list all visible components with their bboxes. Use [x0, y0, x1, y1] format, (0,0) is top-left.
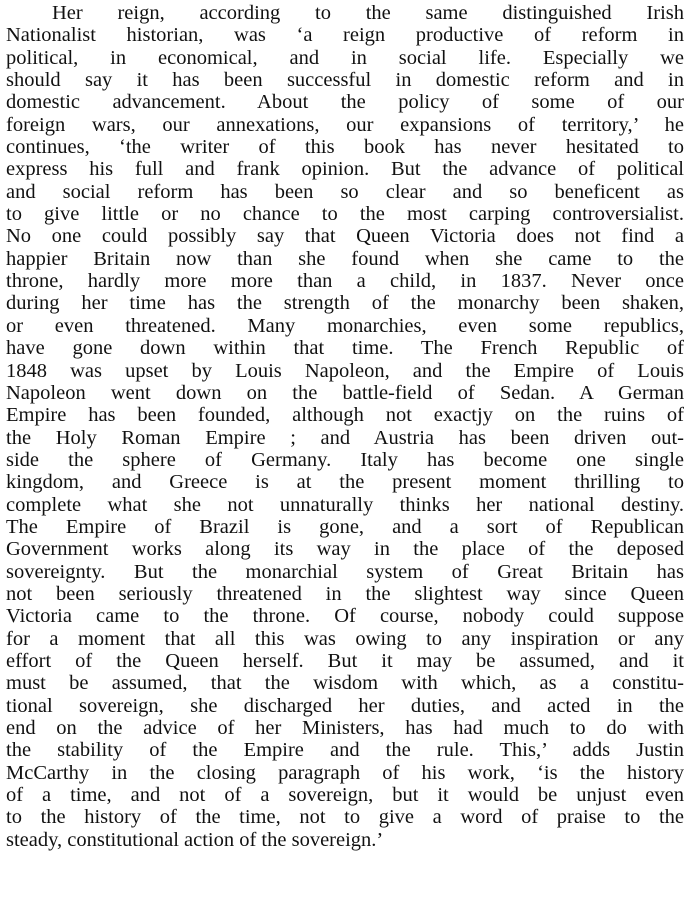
text-line: foreign wars, our annexations, our expansions of territory,’ he [6, 113, 684, 136]
text-line: complete what she not unnaturally thinks her national destiny. [6, 493, 684, 516]
text-line: political, in economical, and in social life. Especially we [6, 46, 684, 69]
text-line: kingdom, and Greece is at the present moment thrilling to [6, 471, 684, 494]
text-line: continues, ‘the writer of this book has never hesitated to [6, 136, 684, 159]
body-paragraph [6, 2, 684, 851]
text-line: domestic advancement. About the policy of some of our [6, 91, 684, 114]
text-line: the Holy Roman Empire ; and Austria has been driven out- [6, 426, 684, 449]
text-line: Napoleon went down on the battle-field of Sedan. A German [6, 381, 684, 404]
text-line: tional sovereign, she discharged her duties, and acted in the [6, 694, 684, 717]
text-line: steady, constitutional action of the sovereign.’ [6, 828, 384, 851]
text-line: side the sphere of Germany. Italy has become one single [6, 448, 684, 471]
text-line: express his full and frank opinion. But the advance of political [6, 158, 684, 181]
text-line: Her reign, according to the same distinguished Irish [52, 2, 684, 24]
text-line: happier Britain now than she found when she came to the [6, 247, 684, 270]
text-line: of a time, and not of a sovereign, but it would be unjust even [6, 784, 684, 807]
text-line: throne, hardly more more than a child, in 1837. Never once [6, 270, 684, 293]
text-line: McCarthy in the closing paragraph of his work, ‘is the history [6, 761, 684, 784]
text-line: and social reform has been so clear and so beneficent as [6, 180, 684, 203]
text-line: The Empire of Brazil is gone, and a sort of Republican [6, 515, 684, 538]
text-line: have gone down within that time. The French Republic of [6, 337, 684, 360]
text-line: 1848 was upset by Louis Napoleon, and the Empire of Louis [6, 359, 684, 382]
text-line: to the history of the time, not to give a word of praise to the [6, 806, 684, 829]
text-line: for a moment that all this was owing to any inspiration or any [6, 627, 684, 650]
text-line: end on the advice of her Ministers, has had much to do with [6, 717, 684, 739]
text-line: should say it has been successful in domestic reform and in [6, 69, 684, 92]
text-line: must be assumed, that the wisdom with which, as a constitu- [6, 672, 684, 695]
text-line: No one could possibly say that Queen Victoria does not find a [6, 225, 684, 248]
text-line: Government works along its way in the place of the deposed [6, 538, 684, 561]
text-line: to give little or no chance to the most carping controversialist. [6, 203, 684, 226]
text-line: during her time has the strength of the monarchy been shaken, [6, 292, 684, 315]
text-line: the stability of the Empire and the rule. This,’ adds Justin [6, 739, 684, 762]
text-line: sovereignty. But the monarchial system of Great Britain has [6, 560, 684, 583]
text-line: Empire has been founded, although not exactjy on the ruins of [6, 404, 684, 427]
text-line: or even threatened. Many monarchies, even some republics, [6, 314, 684, 337]
text-line: not been seriously threatened in the slightest way since Queen [6, 582, 684, 605]
text-line: Victoria came to the throne. Of course, nobody could suppose [6, 605, 684, 628]
text-line: Nationalist historian, was ‘a reign productive of reform in [6, 24, 684, 47]
text-line: effort of the Queen herself. But it may be assumed, and it [6, 649, 684, 672]
